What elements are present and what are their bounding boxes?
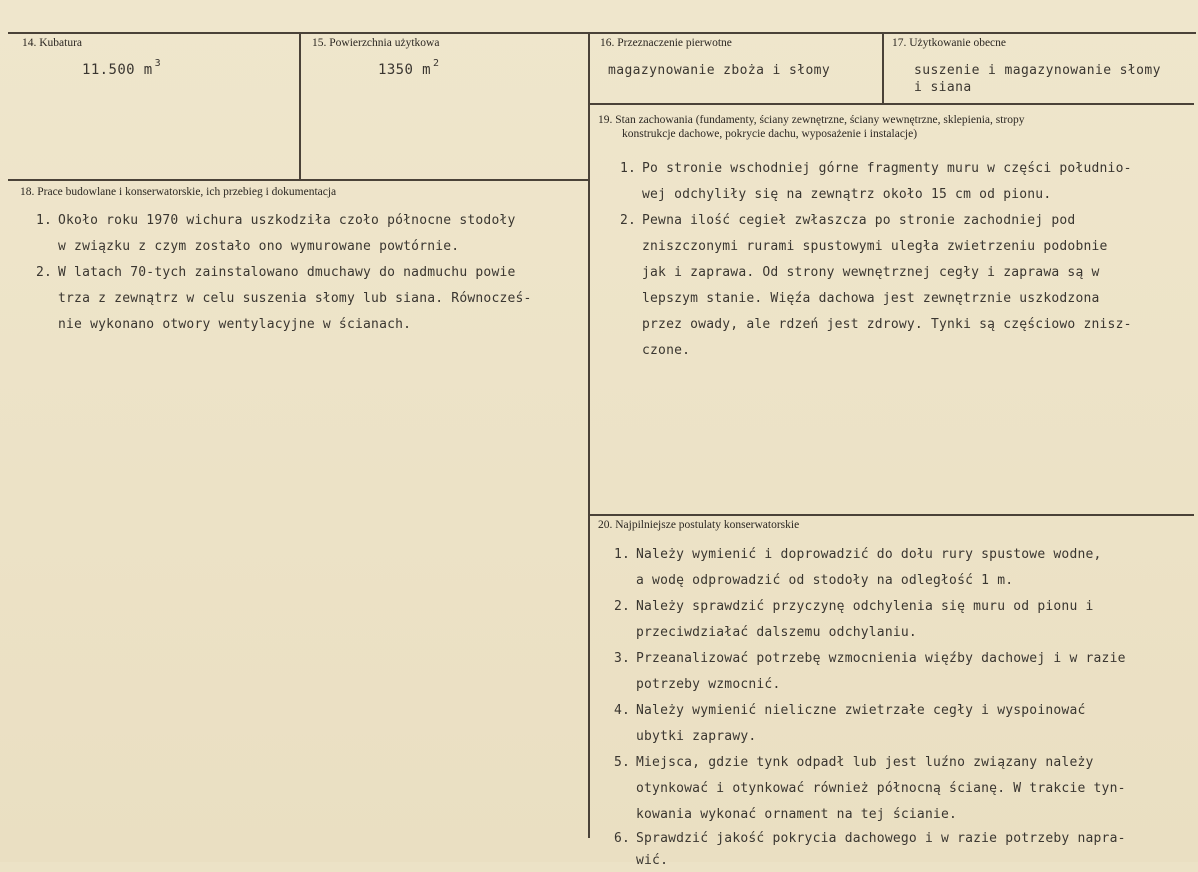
postulaty-label: 20. Najpilniejsze postulaty konserwatorskie (598, 519, 800, 531)
postulaty-item-2-num: 2. (614, 599, 631, 614)
stan-item-2-line-5: przez owady, ale rdzeń jest zdrowy. Tynki są częściowo znisz- (642, 317, 1132, 332)
kubatura-label: 14. Kubatura (22, 37, 83, 49)
stan-item-2 (620, 208, 1132, 364)
postulaty-item-1-line-1: Należy wymienić i doprowadzić do dołu rury spustowe wodne, (636, 547, 1102, 562)
divider-left-right (588, 32, 590, 838)
postulaty-item-3-line-1: Przeanalizować potrzebę wzmocnienia więźby dachowej i w razie (636, 651, 1126, 666)
postulaty-item-6-line-1: Sprawdzić jakość pokrycia dachowego i w razie potrzeby napra- (636, 831, 1126, 846)
stan-item-1-line-1: Po stronie wschodniej górne fragmenty muru w części południo- (642, 161, 1132, 176)
top-border-line (8, 32, 1196, 34)
stan-item-2-line-6: czone. (642, 343, 691, 358)
postulaty-item-4 (614, 698, 1126, 750)
powierzchnia-unit-exponent: 2 (432, 58, 440, 69)
stan-item-2-line-3: jak i zaprawa. Od strony wewnętrznej cegły i zaprawa są w (642, 265, 1100, 280)
postulaty-item-3-line-2: potrzeby wzmocnić. (636, 677, 781, 692)
postulaty-item-2-line-2: przeciwdziałać dalszemu odchylaniu. (636, 625, 917, 640)
line-under-16-17 (588, 103, 1194, 105)
prace-item-1 (36, 208, 532, 260)
stan-item-1-num: 1. (620, 161, 637, 176)
line-under-14-15 (8, 179, 590, 181)
kubatura-value-text: 11.500 m (82, 62, 153, 78)
uzytkowanie-line-1: suszenie i magazynowanie słomy (914, 63, 1161, 78)
postulaty-item-5 (614, 750, 1126, 828)
stan-list (620, 156, 1132, 364)
stan-item-1 (620, 156, 1132, 208)
postulaty-item-2 (614, 594, 1126, 646)
line-above-20 (588, 514, 1194, 516)
prace-item-2-line-3: nie wykonano otwory wentylacyjne w ścianach. (58, 317, 412, 332)
postulaty-item-1-line-2: a wodę odprowadzić od stodoły na odległość 1 m. (636, 573, 1014, 588)
kubatura-value (82, 58, 162, 78)
prace-item-2-line-1: W latach 70-tych zainstalowano dmuchawy do nadmuchu powie (58, 265, 516, 280)
postulaty-item-4-line-1: Należy wymienić nieliczne zwietrzałe cegły i wyspoinować (636, 703, 1086, 718)
postulaty-item-4-num: 4. (614, 703, 631, 718)
uzytkowanie-label: 17. Użytkowanie obecne (892, 37, 1007, 49)
postulaty-list (614, 542, 1126, 872)
prace-item-1-line-2: w związku z czym zostało ono wymurowane powtórnie. (58, 239, 460, 254)
postulaty-item-6-line-2: wić. (636, 853, 669, 868)
przeznaczenie-value: magazynowanie zboża i słomy (608, 63, 831, 78)
postulaty-item-3 (614, 646, 1126, 698)
postulaty-item-5-line-1: Miejsca, gdzie tynk odpadł lub jest luźno związany należy (636, 755, 1094, 770)
prace-label: 18. Prace budowlane i konserwatorskie, ich przebieg i dokumentacja (20, 186, 337, 198)
postulaty-item-4-line-2: ubytki zaprawy. (636, 729, 757, 744)
postulaty-item-6 (614, 828, 1126, 872)
stan-item-1-line-2: wej odchyliły się na zewnątrz około 15 cm od pionu. (642, 187, 1052, 202)
stan-item-2-line-1: Pewna ilość cegieł zwłaszcza po stronie zachodniej pod (642, 213, 1076, 228)
stan-item-2-line-2: zniszczonymi rurami spustowymi uległa zwietrzeniu podobnie (642, 239, 1108, 254)
postulaty-item-2-line-1: Należy sprawdzić przyczynę odchylenia się muru od pionu i (636, 599, 1094, 614)
divider-16-17 (882, 32, 884, 104)
postulaty-item-3-num: 3. (614, 651, 631, 666)
postulaty-item-6-num: 6. (614, 831, 631, 846)
przeznaczenie-label: 16. Przeznaczenie pierwotne (600, 37, 732, 49)
powierzchnia-value-text: 1350 m (378, 62, 431, 78)
uzytkowanie-line-2: i siana (914, 80, 972, 95)
prace-item-2 (36, 260, 532, 338)
prace-item-2-line-2: trza z zewnątrz w celu suszenia słomy lub siana. Równocześ- (58, 291, 532, 306)
powierzchnia-value (378, 58, 440, 78)
postulaty-item-5-num: 5. (614, 755, 631, 770)
postulaty-item-1 (614, 542, 1126, 594)
kubatura-unit-exponent: 3 (154, 58, 162, 69)
postulaty-item-5-line-2: otynkować i otynkować również północną ścianę. W trakcie tyn- (636, 781, 1126, 796)
stan-label-line-2: konstrukcje dachowe, pokrycie dachu, wyposażenie i instalacje) (622, 128, 918, 140)
postulaty-item-5-line-3: kowania wykonać ornament na tej ścianie. (636, 807, 958, 822)
prace-item-2-num: 2. (36, 265, 53, 280)
prace-item-1-line-1: Około roku 1970 wichura uszkodziła czoło północne stodoły (58, 213, 516, 228)
stan-label-line-1: 19. Stan zachowania (fundamenty, ściany zewnętrzne, ściany wewnętrzne, sklepienia, stropy (598, 114, 1025, 126)
stan-item-2-num: 2. (620, 213, 637, 228)
divider-14-15 (299, 32, 301, 180)
powierzchnia-label: 15. Powierzchnia użytkowa (312, 37, 440, 49)
postulaty-item-1-num: 1. (614, 547, 631, 562)
prace-item-1-num: 1. (36, 213, 53, 228)
prace-list (36, 208, 532, 338)
stan-item-2-line-4: lepszym stanie. Więźa dachowa jest zewnętrznie uszkodzona (642, 291, 1100, 306)
